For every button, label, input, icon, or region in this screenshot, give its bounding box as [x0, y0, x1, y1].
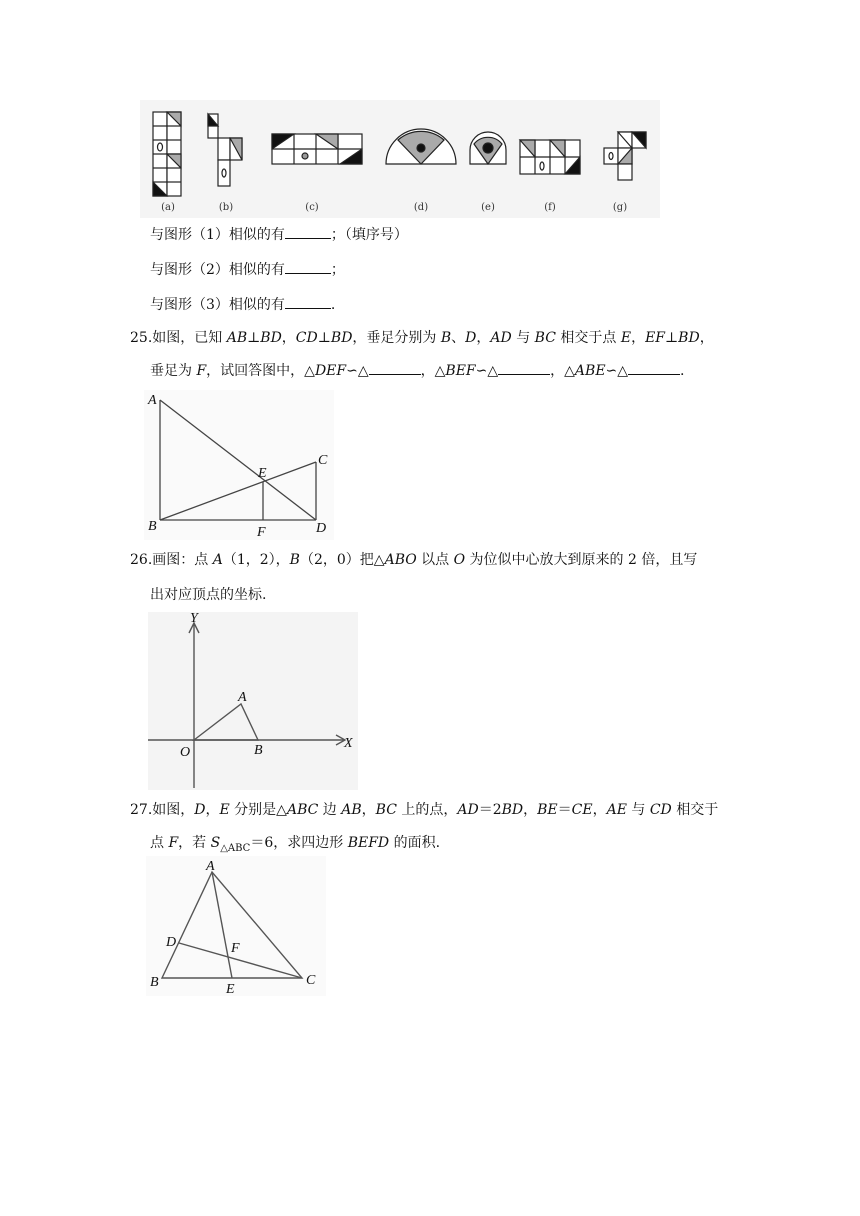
answer-blank-1[interactable] — [285, 224, 331, 239]
q25-end: . — [680, 363, 685, 379]
figure-a — [153, 112, 181, 196]
answer-blank-4[interactable] — [369, 360, 421, 375]
axis-label-x: X — [344, 736, 353, 751]
point-label-b: B — [148, 519, 157, 534]
point-label-a: A — [206, 859, 215, 874]
q27-text-f: 上的点， — [396, 802, 458, 818]
q25-text-h: ， — [631, 330, 646, 346]
q27-be: BE — [537, 802, 558, 818]
q27-ae: AE — [606, 802, 627, 818]
q26-abo: ABO — [384, 552, 417, 568]
q27-line-2 — [150, 833, 440, 859]
q25-line2-b: ，试回答图中，△ — [206, 363, 315, 379]
q25-text-f: 与 — [511, 330, 535, 346]
q27-line2-d: 的面积. — [389, 835, 441, 851]
q27-ce: CE — [571, 802, 593, 818]
q27-bd: BD — [501, 802, 524, 818]
figure-label-a: (a) — [161, 202, 175, 213]
q25-ad: AD — [490, 330, 512, 346]
q25-bef: BEF — [445, 363, 476, 379]
q27-befd: BEFD — [347, 835, 390, 851]
q27-text-g: ＝2 — [478, 802, 502, 818]
q27-text-c: 分别是△ — [229, 802, 287, 818]
point-label-c: C — [306, 973, 316, 988]
point-label-f: F — [231, 941, 240, 956]
q27-text-b: ， — [205, 802, 220, 818]
q25-text-e: ， — [476, 330, 491, 346]
q26-text-e: 为位似中心放大到原来的 2 倍，且写 — [465, 552, 698, 568]
q25-text-g: 相交于点 — [555, 330, 621, 346]
q26-coord-b: （2，0） — [299, 552, 360, 568]
q25-ab-bd: AB⊥BD — [226, 330, 282, 346]
q24-line3-prefix: 与图形（3）相似的有 — [150, 297, 285, 313]
q24-line-1 — [150, 224, 408, 245]
q27-text-j: ， — [592, 802, 607, 818]
q26-o: O — [453, 552, 466, 568]
q27-s-sub: △ABC — [220, 842, 251, 854]
q27-triangle-figure — [146, 856, 326, 996]
q26-text-a: 画图：点 — [152, 552, 213, 568]
similar-figures-strip — [140, 100, 660, 218]
point-label-f: F — [257, 525, 266, 540]
q25-f: F — [196, 363, 207, 379]
q27-ab: AB — [341, 802, 362, 818]
q27-text-d: 边 — [318, 802, 342, 818]
q24-line3-suffix: . — [330, 297, 336, 313]
q26-text-c: 把△ — [359, 552, 385, 568]
point-label-d: D — [316, 521, 327, 536]
q26-coord-a: （1，2） — [222, 552, 276, 568]
q27-text-a: 如图， — [152, 802, 195, 818]
q25-b: B — [440, 330, 452, 346]
q25-line-2 — [150, 360, 685, 381]
q25-sep1: ，△ — [420, 363, 446, 379]
q26-text-d: 以点 — [416, 552, 454, 568]
point-label-e: E — [258, 466, 267, 481]
q25-line2-a: 垂足为 — [150, 363, 197, 379]
point-label-b: B — [150, 975, 159, 990]
q25-sim1: ∽△ — [346, 363, 369, 379]
answer-blank-3[interactable] — [285, 294, 331, 309]
q25-sim3: ∽△ — [605, 363, 629, 379]
q27-line2-a: 点 — [150, 835, 169, 851]
q25-ef-bd: EF⊥BD — [645, 330, 700, 346]
q25-number: 25. — [130, 330, 153, 346]
figure-label-b: (b) — [218, 202, 234, 213]
q26-number: 26. — [130, 552, 153, 568]
q25-cd-bd: CD⊥BD — [295, 330, 353, 346]
figure-label-e: (e) — [481, 202, 495, 213]
q27-ad: AD — [457, 802, 479, 818]
q25-sim2: ∽△ — [475, 363, 499, 379]
q26-line-2 — [150, 585, 266, 605]
q27-line2-c: ＝6，求四边形 — [250, 835, 348, 851]
q27-e: E — [219, 802, 230, 818]
q27-line-1 — [130, 800, 718, 820]
q27-text-k: 与 — [626, 802, 650, 818]
q24-line-2 — [150, 259, 345, 280]
q27-number: 27. — [130, 802, 153, 818]
point-label-a: A — [148, 393, 157, 408]
q25-abe: ABE — [574, 363, 606, 379]
q27-line2-b: ，若 — [178, 835, 211, 851]
q26-a: A — [212, 552, 223, 568]
point-label-c: C — [318, 453, 328, 468]
q27-cd: CD — [649, 802, 672, 818]
figure-label-d: (d) — [413, 202, 429, 213]
point-label-d: D — [166, 935, 177, 950]
q25-text-a: 如图，已知 — [152, 330, 227, 346]
figure-label-f: (f) — [544, 202, 556, 213]
q26-coordinate-figure — [148, 612, 358, 790]
q27-text-h: ， — [523, 802, 538, 818]
figure-label-g: (g) — [612, 202, 628, 213]
q24-line1-suffix: ；（填序号） — [330, 227, 408, 243]
point-label-e: E — [226, 982, 235, 996]
figure-c — [272, 134, 362, 164]
q27-bc: BC — [375, 802, 397, 818]
q27-text-e: ， — [361, 802, 376, 818]
figure-f — [520, 140, 580, 174]
axis-label-y: Y — [190, 612, 198, 626]
point-label-a: A — [238, 690, 247, 705]
q25-def: DEF — [314, 363, 347, 379]
q24-line2-prefix: 与图形（2）相似的有 — [150, 262, 285, 278]
answer-blank-2[interactable] — [285, 259, 331, 274]
q27-f: F — [168, 835, 179, 851]
q25-figure — [144, 390, 334, 540]
q25-text-c: ，垂足分别为 — [352, 330, 441, 346]
q25-text-b: ， — [281, 330, 296, 346]
q26-line2: 出对应顶点的坐标. — [150, 587, 267, 603]
answer-blank-6[interactable] — [628, 360, 680, 375]
q24-line1-prefix: 与图形（1）相似的有 — [150, 227, 285, 243]
q24-line2-suffix: ； — [330, 262, 345, 278]
q25-line-1 — [130, 328, 714, 348]
q27-text-l: 相交于 — [671, 802, 719, 818]
q25-e: E — [620, 330, 632, 346]
point-label-b: B — [254, 743, 263, 758]
q27-text-i: ＝ — [557, 802, 572, 818]
q27-d: D — [194, 802, 206, 818]
point-label-o: O — [180, 745, 191, 760]
q27-s: S — [210, 835, 221, 851]
q25-text-d: 、 — [451, 330, 466, 346]
q26-b: B — [289, 552, 300, 568]
answer-blank-5[interactable] — [498, 360, 550, 375]
q27-abc: ABC — [286, 802, 319, 818]
q24-line-3 — [150, 294, 335, 315]
q25-text-i: ， — [699, 330, 714, 346]
q26-text-b: ， — [275, 552, 290, 568]
q26-line-1 — [130, 550, 697, 570]
q25-bc: BC — [534, 330, 556, 346]
q25-sep2: ，△ — [550, 363, 575, 379]
figure-e — [470, 132, 506, 164]
q25-d: D — [465, 330, 477, 346]
figure-label-c: (c) — [305, 202, 319, 213]
